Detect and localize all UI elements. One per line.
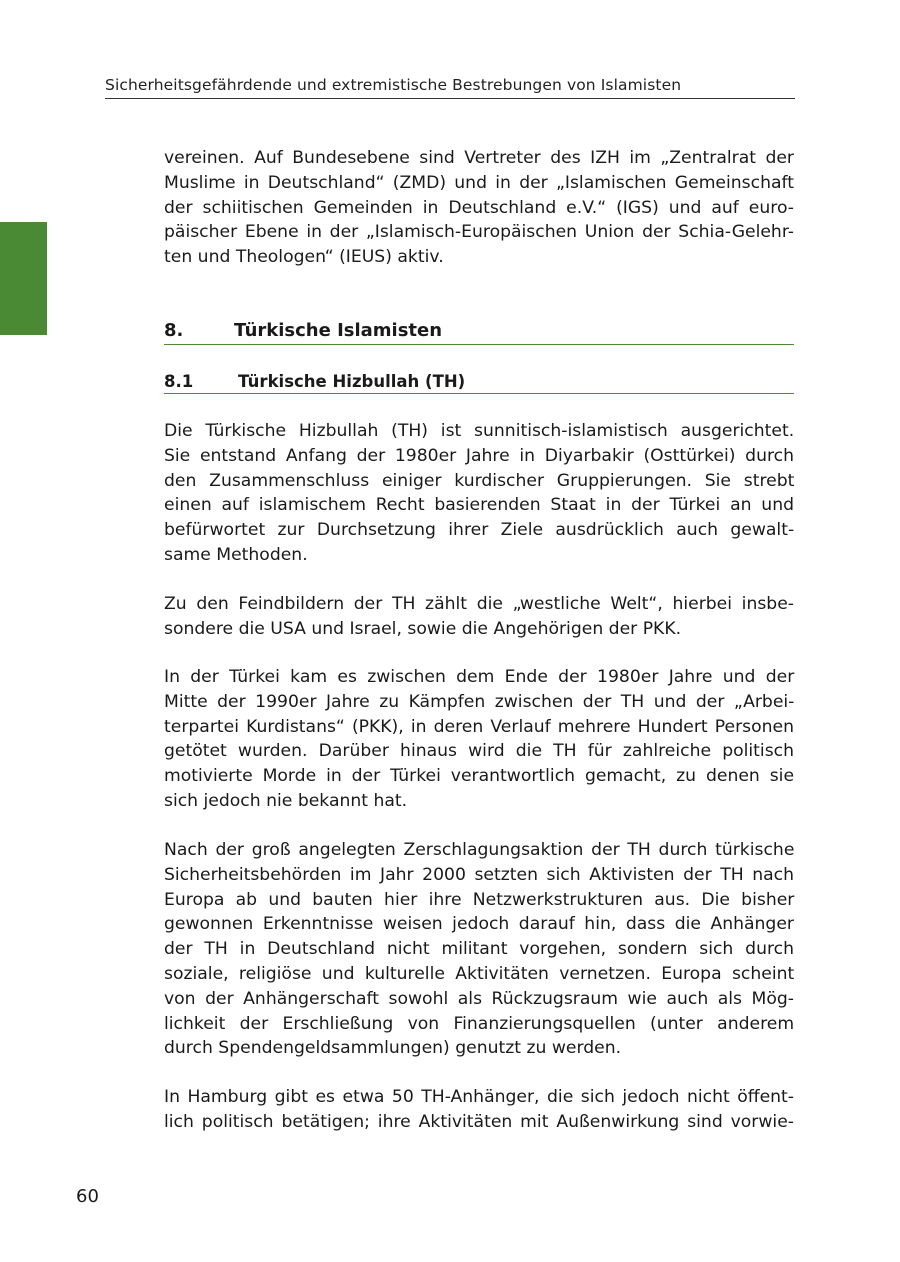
text-line: soziale, religiöse und kulturelle Aktivitäten vernetzen. Europa scheint xyxy=(164,963,795,984)
paragraph-intro xyxy=(164,146,794,270)
section-number: 8. xyxy=(164,320,184,341)
text-line: sich jedoch nie bekannt hat. xyxy=(164,790,408,811)
text-line: Sicherheitsbehörden im Jahr 2000 setzten sich Aktivisten der TH nach xyxy=(164,864,794,885)
section-heading xyxy=(164,320,794,341)
section-heading-rule xyxy=(164,344,794,345)
text-line: In Hamburg gibt es etwa 50 TH-Anhänger, die sich jedoch nicht öffent- xyxy=(164,1087,794,1107)
text-line: Europa ab und bauten hier ihre Netzwerkstrukturen aus. Die bisher xyxy=(164,889,795,910)
subsection-title: Türkische Hizbullah (TH) xyxy=(238,372,466,391)
text-line: der schiitischen Gemeinden in Deutschland e.V.“ (IGS) und auf euro- xyxy=(164,197,794,218)
text-line: ten und Theologen“ (IEUS) aktiv. xyxy=(164,247,444,268)
text-line: same Methoden. xyxy=(164,544,308,565)
text-line: lich politisch betätigen; ihre Aktivitäten mit Außenwirkung sind vorwie- xyxy=(164,1111,794,1132)
text-line: vereinen. Auf Bundesebene sind Vertreter des IZH im „Zentralrat der xyxy=(164,148,794,168)
text-line: den Zusammenschluss einiger kurdischer Gruppierungen. Sie strebt xyxy=(164,470,795,491)
text-line: terpartei Kurdistans“ (PKK), in deren Verlauf mehrere Hundert Personen xyxy=(164,716,794,737)
text-line: sondere die USA und Israel, sowie die Angehörigen der PKK. xyxy=(164,618,682,639)
text-line: Zu den Feindbildern der TH zählt die „westliche Welt“, hierbei insbe- xyxy=(164,594,794,614)
text-line: einen auf islamischem Recht basierenden Staat in der Türkei an und xyxy=(164,495,794,516)
text-line: In der Türkei kam es zwischen dem Ende der 1980er Jahre und der xyxy=(164,667,795,687)
paragraph-th-overview xyxy=(164,419,794,568)
text-line: durch Spendengeldsammlungen) genutzt zu werden. xyxy=(164,1038,622,1059)
text-line: Die Türkische Hizbullah (TH) ist sunnitisch-islamistisch ausgerichtet. xyxy=(164,421,795,441)
text-line: gewonnen Erkenntnisse weisen jedoch darauf hin, dass die Anhänger xyxy=(164,914,794,935)
text-line: von der Anhängerschaft sowohl als Rückzugsraum wie auch als Mög- xyxy=(164,988,794,1009)
text-line: Muslime in Deutschland“ (ZMD) und in der „Islamischen Gemeinschaft xyxy=(164,172,794,193)
paragraph-europe xyxy=(164,838,794,1061)
text-line: der TH in Deutschland nicht militant vorgehen, sondern sich durch xyxy=(164,939,794,960)
subsection-heading-rule xyxy=(164,393,794,394)
text-line: motivierte Morde in der Türkei verantwortlich gemacht, zu denen sie xyxy=(164,766,795,787)
header-rule xyxy=(105,98,795,99)
paragraph-enemy-images xyxy=(164,592,794,642)
text-line: getötet wurden. Darüber hinaus wird die TH für zahlreiche politisch xyxy=(164,741,794,762)
subsection-number: 8.1 xyxy=(164,372,194,391)
text-line: Sie entstand Anfang der 1980er Jahre in Diyarbakir (Osttürkei) durch xyxy=(164,445,794,466)
paragraph-conflicts xyxy=(164,665,794,814)
subsection-heading xyxy=(164,372,794,391)
text-line: Nach der groß angelegten Zerschlagungsaktion der TH durch türkische xyxy=(164,840,795,860)
running-header: Sicherheitsgefährdende und extremistische Bestrebungen von Islamisten xyxy=(105,76,682,94)
section-title: Türkische Islamisten xyxy=(234,320,443,341)
text-line: päischer Ebene in der „Islamisch-Europäischen Union der Schia-Gelehr- xyxy=(164,222,794,243)
text-line: befürwortet zur Durchsetzung ihrer Ziele ausdrücklich auch gewalt- xyxy=(164,520,795,541)
text-line: Mitte der 1990er Jahre zu Kämpfen zwischen der TH und der „Arbei- xyxy=(164,691,795,712)
text-line: lichkeit der Erschließung von Finanzierungsquellen (unter anderem xyxy=(164,1013,795,1034)
paragraph-hamburg xyxy=(164,1085,794,1135)
chapter-side-tab xyxy=(0,222,47,335)
page-number: 60 xyxy=(76,1186,99,1207)
